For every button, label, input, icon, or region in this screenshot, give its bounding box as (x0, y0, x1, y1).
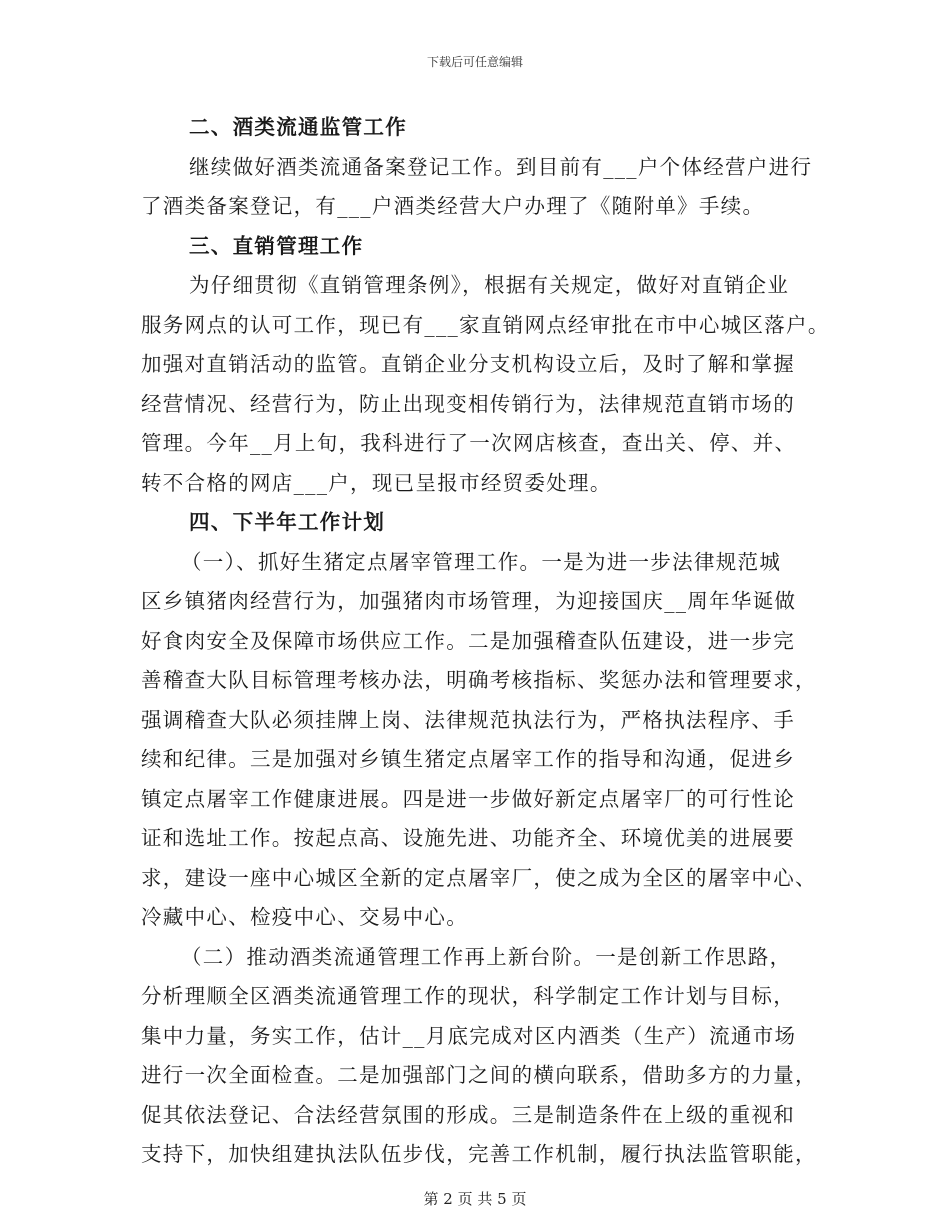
section-heading: 二、酒类流通监管工作 (189, 115, 407, 139)
paragraph-line: 集中力量，务实工作，估计__月底完成对区内酒类（生产）流通市场 (141, 1023, 797, 1048)
paragraph-line: 求，建设一座中心城区全新的定点屠宰厂，使之成为全区的屠宰中心、 (141, 865, 817, 890)
paragraph-line: （一）、抓好生猪定点屠宰管理工作。一是为进一步法律规范城 (181, 549, 782, 574)
paragraph-line: 转不合格的网店___户，现已呈报市经贸委处理。 (141, 470, 612, 495)
paragraph-line: 分析理顺全区酒类流通管理工作的现状，科学制定工作计划与目标， (141, 984, 795, 1008)
paragraph-line: 经营情况、经营行为，防止出现变相传销行为，法律规范直销市场的 (141, 391, 795, 416)
paragraph-line: 镇定点屠宰工作健康进展。四是进一步做好新定点屠宰厂的可行性论 (141, 786, 795, 811)
paragraph-line: 好食肉安全及保障市场供应工作。二是加强稽查队伍建设，进一步完 (141, 628, 795, 653)
paragraph-line: 了酒类备案登记，有___户酒类经营大户办理了《随附单》手续。 (141, 194, 765, 218)
header-note: 下载后可任意编辑 (426, 55, 523, 69)
paragraph-line: 为仔细贯彻《直销管理条例》，根据有关规定，做好对直销企业 (189, 273, 790, 297)
paragraph-line: 支持下，加快组建执法队伍步伐，完善工作机制，履行执法监管职能， (141, 1142, 817, 1166)
paragraph-line: 区乡镇猪肉经营行为，加强猪肉市场管理，为迎接国庆__周年华诞做 (141, 589, 797, 613)
paragraph-line: 冷藏中心、检疫中心、交易中心。 (141, 905, 468, 929)
paragraph-line: 加强对直销活动的监管。直销企业分支机构设立后，及时了解和掌握 (141, 352, 795, 376)
paragraph-line: 继续做好酒类流通备案登记工作。到目前有___户个体经营户进行 (189, 154, 813, 179)
paragraph-line: 强调稽查大队必须挂牌上岗、法律规范执法行为，严格执法程序、手 (141, 707, 795, 732)
document-body (141, 108, 830, 1175)
paragraph-line: 善稽查大队目标管理考核办法，明确考核指标、奖惩办法和管理要求， (141, 668, 817, 692)
paragraph-line: 管理。今年__月上旬，我科进行了一次网店核查，查出关、停、并、 (141, 431, 797, 455)
section-heading: 三、直销管理工作 (189, 233, 364, 258)
paragraph-line: 续和纪律。三是加强对乡镇生猪定点屠宰工作的指导和沟通，促进乡 (141, 747, 795, 771)
paragraph-line: 服务网点的认可工作，现已有___家直销网点经审批在市中心城区落户。 (141, 312, 830, 337)
section-heading: 四、下半年工作计划 (189, 510, 386, 534)
paragraph-line: 证和选址工作。按起点高、设施先进、功能齐全、环境优美的进展要 (141, 826, 795, 850)
page-number: 第 2 页 共 5 页 (423, 1190, 527, 1208)
paragraph-line: 进行一次全面检查。二是加强部门之间的横向联系，借助多方的力量， (141, 1063, 817, 1087)
paragraph-line: 促其依法登记、合法经营氛围的形成。三是制造条件在上级的重视和 (141, 1102, 795, 1127)
paragraph-line: （二）推动酒类流通管理工作再上新台阶。一是创新工作思路， (181, 944, 792, 969)
